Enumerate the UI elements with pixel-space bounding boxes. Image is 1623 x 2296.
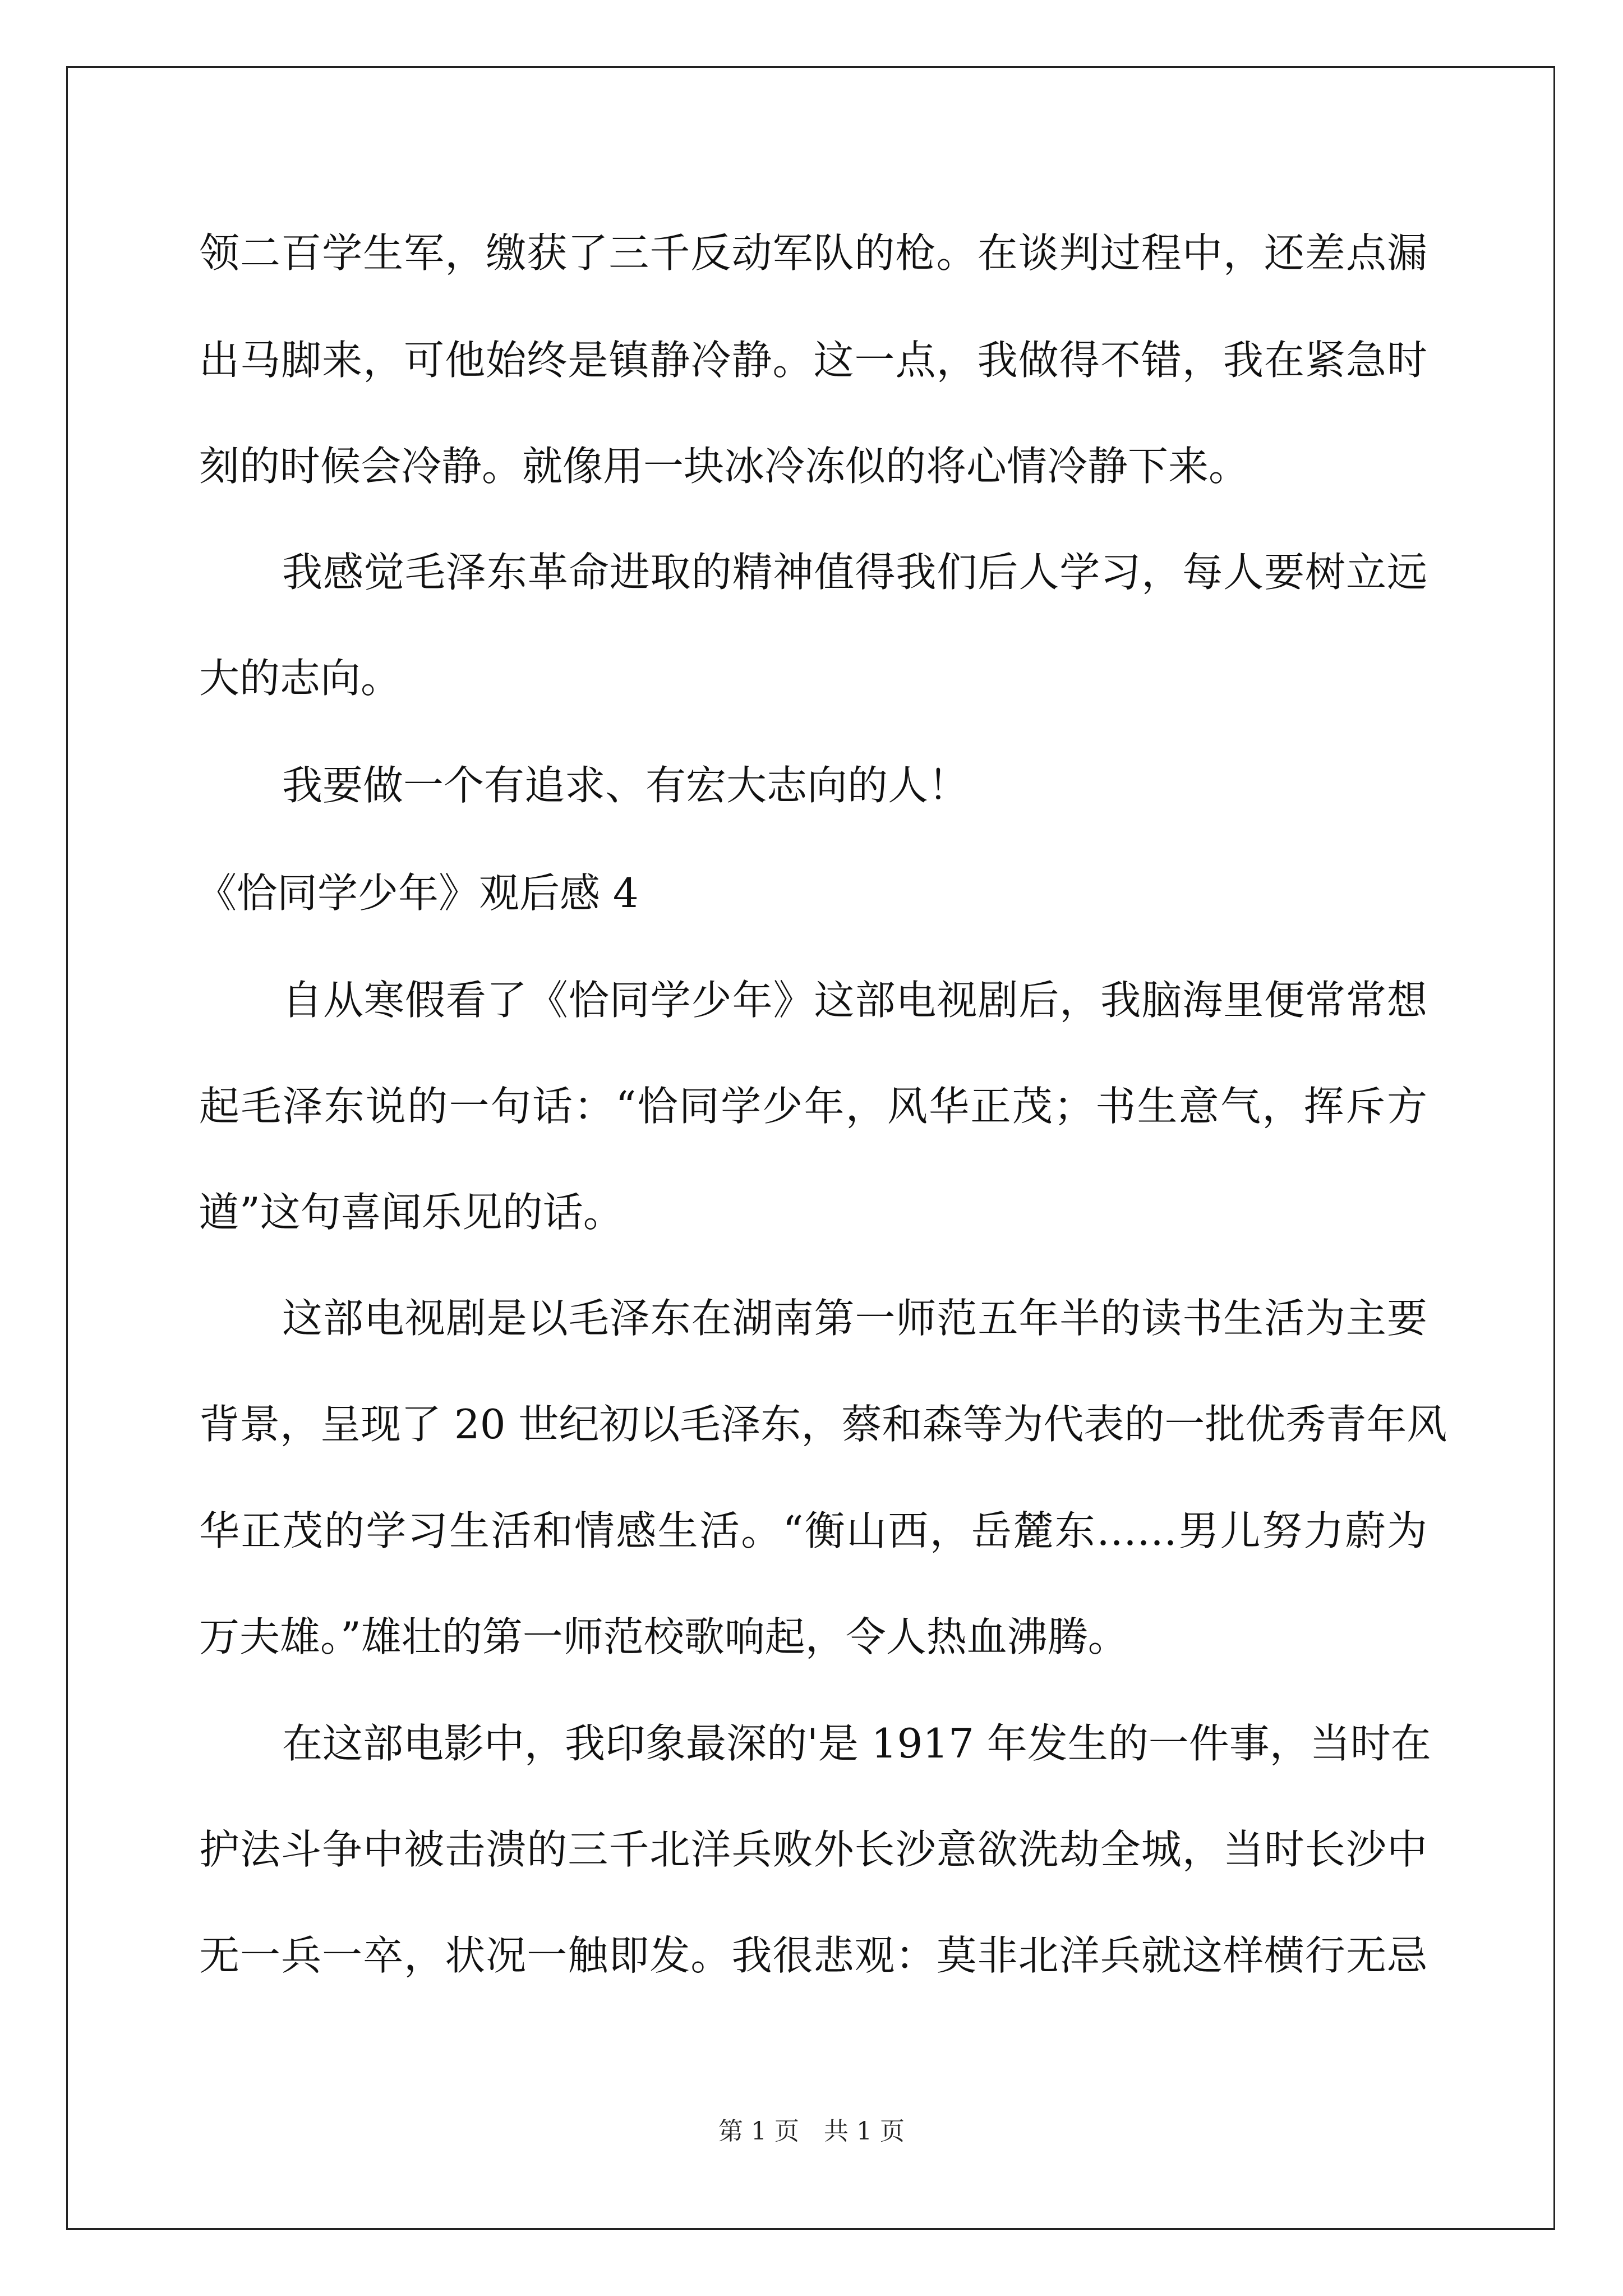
text-line: 护法斗争中被击溃的三千北洋兵败外长沙意欲洗劫全城，当时长沙中: [199, 1826, 1427, 1873]
text-line: 刻的时候会冷静。就像用一块冰冷冻似的将心情冷静下来。: [199, 443, 1249, 490]
text-line: 背景，呈现了 20 世纪初以毛泽东，蔡和森等为代表的一批优秀青年风: [199, 1401, 1447, 1448]
text-line: 大的志向。: [199, 655, 402, 702]
text-line: 万夫雄。”雄壮的第一师范校歌响起，令人热血沸腾。: [199, 1613, 1128, 1660]
text-line: 遒”这句喜闻乐见的话。: [199, 1189, 624, 1236]
text-line: 起毛泽东说的一句话：“恰同学少年，风华正茂；书生意气，挥斥方: [199, 1083, 1427, 1130]
text-line: 无一兵一卒，状况一触即发。我很悲观：莫非北洋兵就这样横行无忌: [199, 1932, 1427, 1979]
paragraph-line: 自从寒假看了《恰同学少年》这部电视剧后，我脑海里便常常想: [282, 977, 1427, 1024]
text-line: 领二百学生军，缴获了三千反动军队的枪。在谈判过程中，还差点漏: [199, 229, 1427, 277]
page-footer: 第 1 页 共 1 页: [718, 2117, 905, 2146]
section-title: 《恰同学少年》观后感 4: [196, 869, 639, 917]
text-line: 华正茂的学习生活和情感生活。“衡山西，岳麓东……男儿努力蔚为: [199, 1507, 1427, 1554]
text-line: 出马脚来，可他始终是镇静冷静。这一点，我做得不错，我在紧急时: [199, 337, 1427, 384]
paragraph-line: 我感觉毛泽东革命进取的精神值得我们后人学习，每人要树立远: [282, 549, 1427, 596]
paragraph-line: 在这部电影中，我印象最深的'是 1917 年发生的一件事，当时在: [282, 1720, 1431, 1767]
paragraph-line: 这部电视剧是以毛泽东在湖南第一师范五年半的读书生活为主要: [282, 1295, 1427, 1342]
page-border: [66, 66, 1555, 2230]
paragraph-line: 我要做一个有追求、有宏大志向的人！: [282, 762, 969, 809]
